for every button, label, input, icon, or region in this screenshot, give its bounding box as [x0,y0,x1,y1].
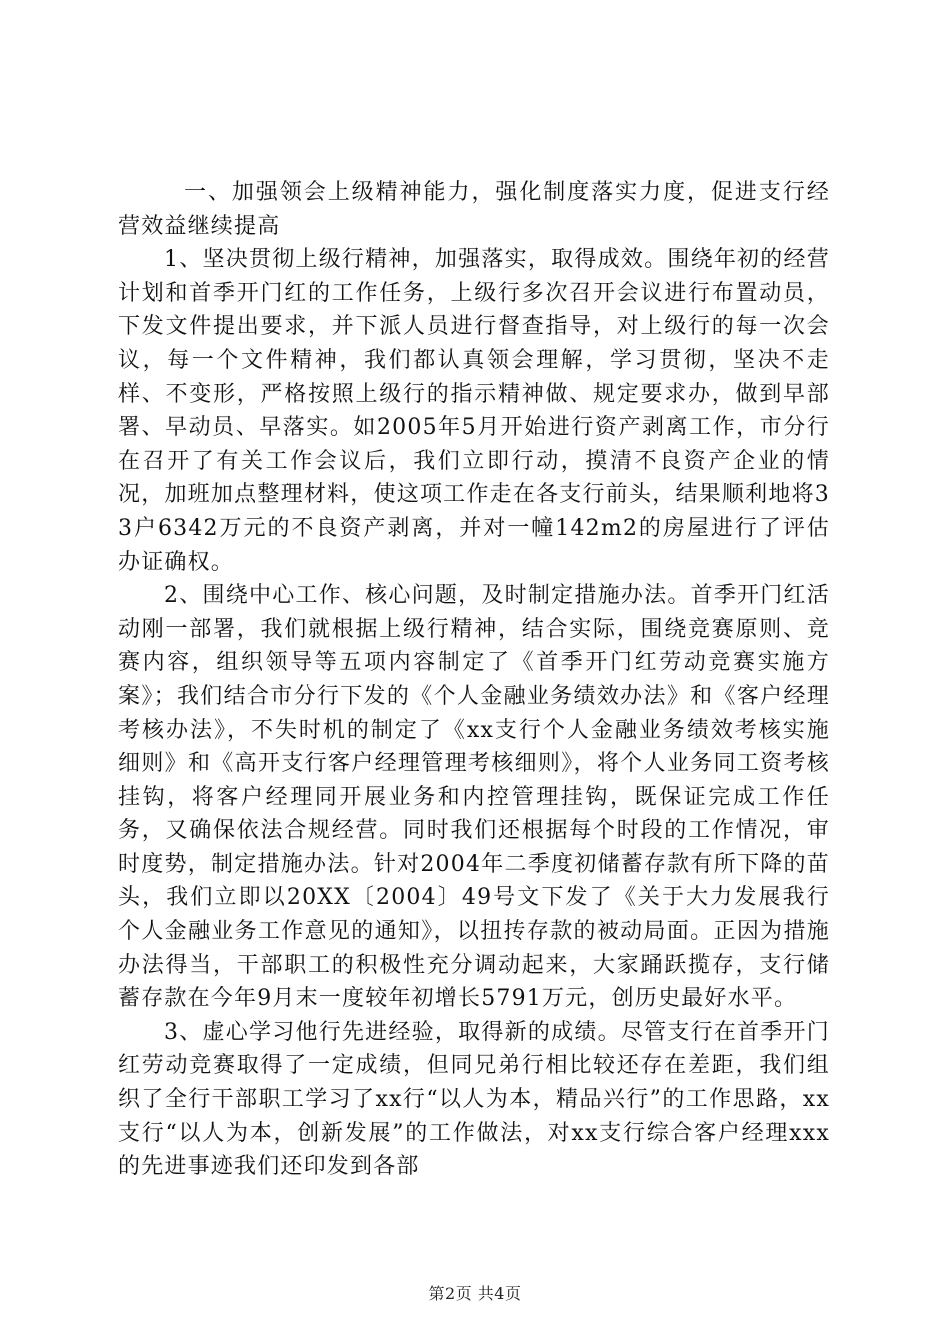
document-body [118,176,830,1184]
page-footer: 第2页 共4页 [428,1284,522,1303]
paragraph-1: 1、坚决贯彻上级行精神，加强落实，取得成效。围绕年初的经营计划和首季开门红的工作任务，上级行多次召开会议进行布置动员，下发文件提出要求，并下派人员进行督查指导，对上级行的每一次会议，每一个文件精神，我们都认真领会理解，学习贯彻，坚决不走样、不变形，严格按照上级行的指示精神做、规定要求办，做到早部署、早动员、早落实。如2005年5月开始进行资产剥离工作，市分行在召开了有关工作会议后，我们立即行动，摸清不良资产企业的情况，加班加点整理材料，使这项工作走在各支行前头，结果顺利地将33户6342万元的不良资产剥离，并对一幢142m2的房屋进行了评估办证确权。 [118,247,830,575]
paragraph-2: 2、围绕中心工作、核心问题，及时制定措施办法。首季开门红活动刚一部署，我们就根据上级行精神，结合实际，围绕竞赛原则、竞赛内容，组织领导等五项内容制定了《首季开门红劳动竞赛实施方案》；我们结合市分行下发的《个人金融业务绩效办法》和《客户经理考核办法》，不失时机的制定了《xx支行个人金融业务绩效考核实施细则》和《高开支行客户经理管理考核细则》，将个人业务同工资考核挂钩，将客户经理同开展业务和内控管理挂钩，既保证完成工作任务，又确保依法合规经营。同时我们还根据每个时段的工作情况，审时度势，制定措施办法。针对2004年二季度初储蓄存款有所下降的苗头，我们立即以20XX〔2004〕49号文下发了《关于大力发展我行个人金融业务工作意见的通知》，以扭抟存款的被动局面。正因为措施办法得当，干部职工的积极性充分调动起来，大家踊跃揽存，支行储蓄存款在今年9月末一度较年初增长5791万元，创历史最好水平。 [118,583,830,1012]
section-heading: 一、加强领会上级精神能力，强化制度落实力度，促进支行经营效益继续提高 [118,180,830,239]
paragraph-3: 3、虚心学习他行先进经验，取得新的成绩。尽管支行在首季开门红劳动竞赛取得了一定成绩，但同兄弟行相比较还存在差距，我们组织了全行干部职工学习了xx行“以人为本，精品兴行”的工作思路，xx支行“以人为本，创新发展”的工作做法，对xx支行综合客户经理xxx的先进事迹我们还印发到各部 [118,1019,830,1180]
